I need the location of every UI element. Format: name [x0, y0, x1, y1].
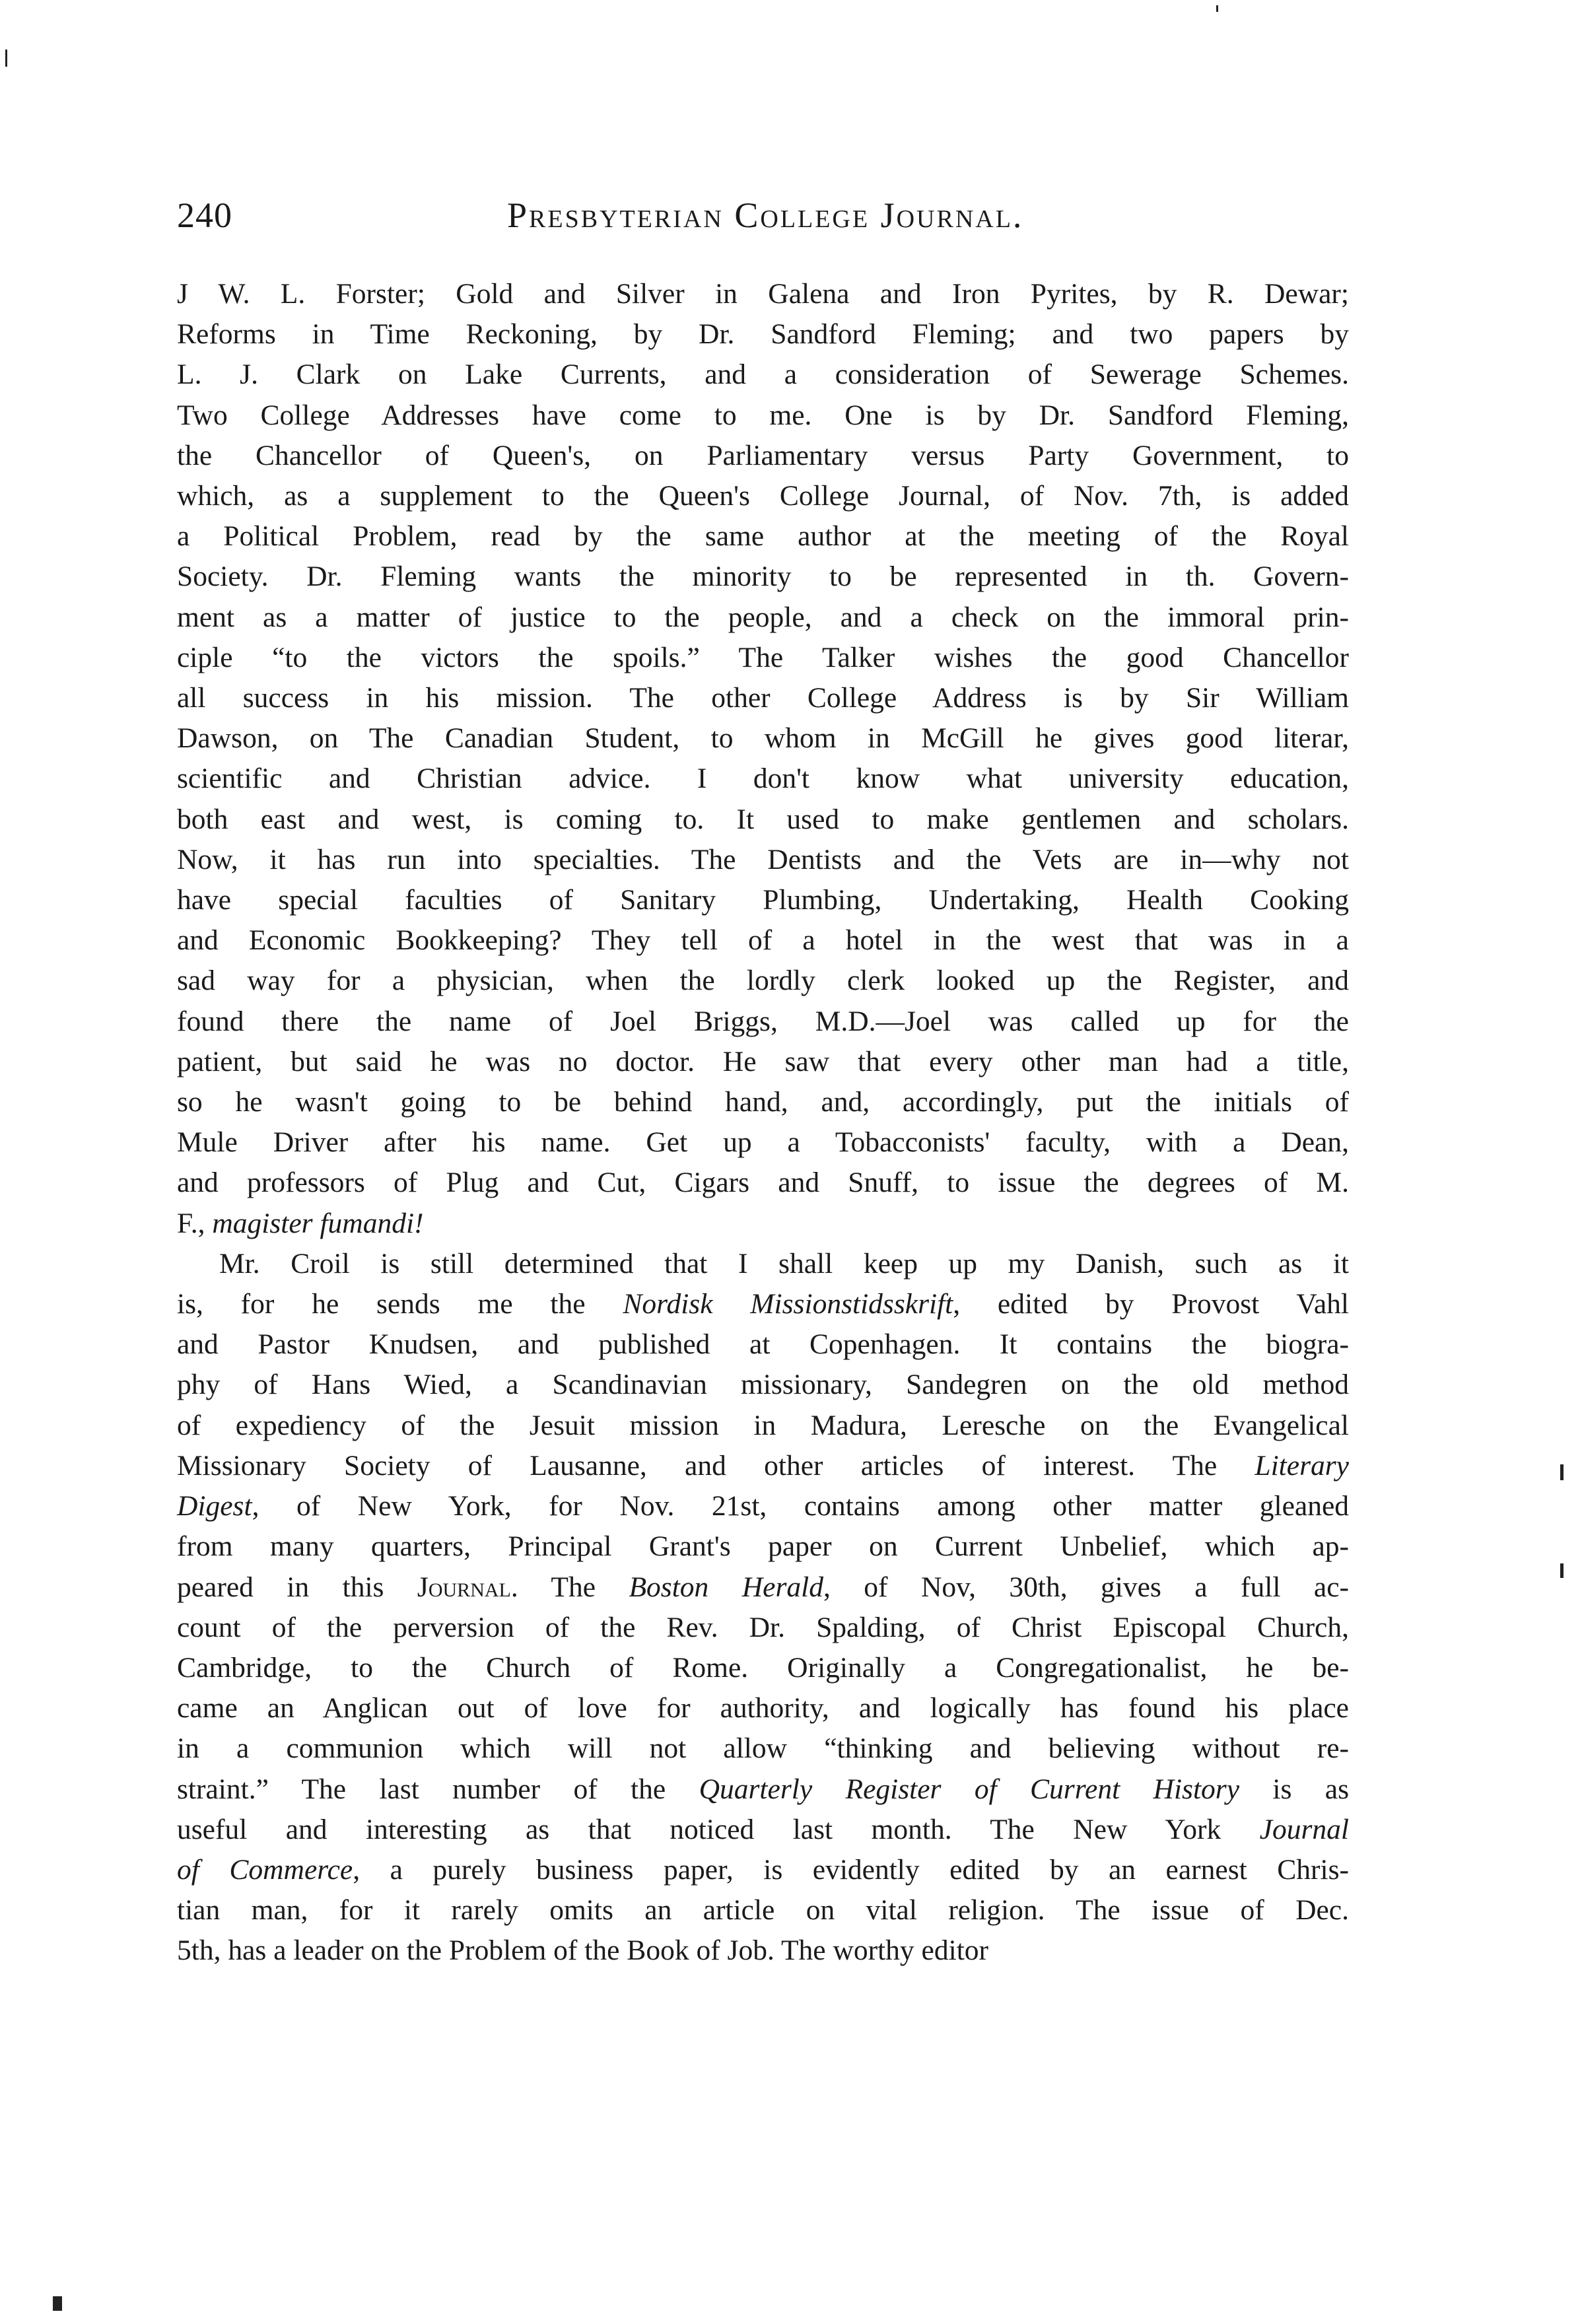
text-line — [177, 1406, 1349, 1446]
body-text — [177, 274, 1349, 1971]
text-run: phy of Hans Wied, a Scandinavian missionary, Sandegren on the old method — [177, 1369, 1349, 1401]
text-run: which, as a supplement to the Queen's College Journal, of Nov. 7th, is added — [177, 480, 1349, 512]
text-line — [177, 1526, 1349, 1567]
text-line — [177, 1042, 1349, 1082]
italic-text: magister fumandi! — [212, 1207, 424, 1239]
text-run: Missionary Society of Lausanne, and other articles of interest. The — [177, 1449, 1255, 1482]
scan-mark — [1560, 1563, 1564, 1578]
text-run: Dawson, on The Canadian Student, to whom in McGill he gives good literar, — [177, 722, 1349, 755]
text-line — [177, 598, 1349, 638]
text-line — [177, 678, 1349, 718]
italic-text: Quarterly Register of Current History — [699, 1773, 1240, 1805]
text-run: peared in this — [177, 1571, 417, 1603]
text-line — [177, 1931, 1349, 1971]
text-line — [177, 1365, 1349, 1405]
text-run: Now, it has run into specialties. The Dentists and the Vets are in—why not — [177, 843, 1349, 875]
text-run: and Economic Bookkeeping? They tell of a hotel in the west that was in a — [177, 924, 1349, 957]
running-head — [177, 195, 1346, 248]
text-line — [177, 1244, 1349, 1284]
text-run: straint.” The last number of the — [177, 1773, 699, 1805]
text-run: Mr. Croil is still determined that I shall keep up my Danish, such as it — [219, 1247, 1349, 1280]
text-run: . The — [510, 1571, 629, 1603]
small-caps-text: Journal — [417, 1571, 511, 1603]
text-line — [177, 516, 1349, 557]
text-run: have special faculties of Sanitary Plumbing, Undertaking, Health Cooking — [177, 884, 1349, 916]
text-run: found there the name of Joel Briggs, M.D.—Joel was called up for the — [177, 1005, 1349, 1037]
text-run: J W. L. Forster; Gold and Silver in Galena and Iron Pyrites, by R. Dewar; — [177, 278, 1349, 310]
journal-title: Presbyterian College Journal. — [507, 195, 1024, 235]
text-line — [177, 557, 1349, 597]
text-line — [177, 1204, 1349, 1244]
text-line — [177, 355, 1349, 395]
text-run: both east and west, is coming to. It used to make gentlemen and scholars. — [177, 803, 1349, 835]
text-line — [177, 1082, 1349, 1122]
text-run: is, for he sends me the — [177, 1288, 623, 1320]
text-run: from many quarters, Principal Grant's paper on Current Unbelief, which ap- — [177, 1530, 1349, 1563]
text-run: and professors of Plug and Cut, Cigars and Snuff, to issue the degrees of M. — [177, 1167, 1349, 1199]
italic-text: Boston Herald — [629, 1571, 823, 1603]
text-line — [177, 1567, 1349, 1608]
text-line — [177, 961, 1349, 1001]
text-run: , edited by Provost Vahl — [953, 1288, 1349, 1320]
text-line — [177, 476, 1349, 516]
text-run: count of the perversion of the Rev. Dr. Spalding, of Christ Episcopal Church, — [177, 1611, 1349, 1643]
text-line — [177, 1648, 1349, 1688]
text-line — [177, 920, 1349, 961]
text-line — [177, 1608, 1349, 1648]
text-line — [177, 840, 1349, 880]
text-line — [177, 395, 1349, 436]
text-run: all success in his mission. The other College Address is by Sir William — [177, 682, 1349, 714]
text-run: ciple “to the victors the spoils.” The Talker wishes the good Chancellor — [177, 641, 1349, 673]
text-line — [177, 800, 1349, 840]
text-run: Reforms in Time Reckoning, by Dr. Sandford Fleming; and two papers by — [177, 318, 1349, 351]
italic-text: Digest — [177, 1490, 252, 1522]
text-run: , a purely business paper, is evidently edited by an earnest Chris- — [353, 1853, 1349, 1886]
text-run: the Chancellor of Queen's, on Parliamentary versus Party Government, to — [177, 439, 1349, 471]
text-run: in a communion which will not allow “thinking and believing without re- — [177, 1732, 1349, 1765]
text-run: Cambridge, to the Church of Rome. Originally a Congregationalist, he be- — [177, 1651, 1349, 1684]
text-line — [177, 1002, 1349, 1042]
text-line — [177, 1769, 1349, 1810]
text-line — [177, 1486, 1349, 1526]
text-line — [177, 1850, 1349, 1890]
text-run: patient, but said he was no doctor. He saw that every other man had a title, — [177, 1045, 1349, 1077]
scan-mark — [53, 2296, 62, 2311]
text-run: and Pastor Knudsen, and published at Copenhagen. It contains the biogra- — [177, 1328, 1349, 1361]
text-line — [177, 638, 1349, 678]
text-run: Mule Driver after his name. Get up a Tobacconists' faculty, with a Dean, — [177, 1126, 1349, 1159]
scan-mark — [1216, 5, 1218, 12]
text-run: 5th, has a leader on the Problem of the Book of Job. The worthy editor — [177, 1934, 989, 1967]
text-run: of expediency of the Jesuit mission in Madura, Leresche on the Evangelical — [177, 1409, 1349, 1441]
text-line — [177, 759, 1349, 799]
text-run: Two College Addresses have come to me. One is by Dr. Sandford Fleming, — [177, 399, 1349, 431]
text-line — [177, 1446, 1349, 1486]
text-line — [177, 1324, 1349, 1365]
italic-text: Literary — [1255, 1449, 1349, 1482]
text-run: , of Nov, 30th, gives a full ac- — [823, 1571, 1349, 1603]
text-line — [177, 1890, 1349, 1931]
page-number: 240 — [177, 195, 232, 235]
text-line — [177, 274, 1349, 314]
text-line — [177, 1122, 1349, 1163]
text-line — [177, 1810, 1349, 1850]
text-line — [177, 1688, 1349, 1728]
text-line — [177, 1284, 1349, 1324]
text-run: L. J. Clark on Lake Currents, and a consideration of Sewerage Schemes. — [177, 359, 1349, 391]
text-line — [177, 880, 1349, 920]
text-run: useful and interesting as that noticed last month. The New York — [177, 1813, 1260, 1845]
italic-text: Journal — [1259, 1813, 1349, 1845]
text-run: Society. Dr. Fleming wants the minority to be represented in th. Govern- — [177, 561, 1349, 593]
text-run: ment as a matter of justice to the people, and a check on the immoral prin- — [177, 601, 1349, 633]
text-line — [177, 718, 1349, 759]
text-line — [177, 314, 1349, 355]
scan-mark — [1560, 1464, 1564, 1480]
text-run: a Political Problem, read by the same author at the meeting of the Royal — [177, 520, 1349, 553]
text-run: scientific and Christian advice. I don't know what university education, — [177, 763, 1349, 795]
text-line — [177, 1728, 1349, 1769]
text-run: is as — [1239, 1773, 1349, 1805]
scan-mark — [5, 50, 7, 67]
text-run: came an Anglican out of love for authority, and logically has found his place — [177, 1692, 1349, 1725]
text-run: tian man, for it rarely omits an article on vital religion. The issue of Dec. — [177, 1894, 1349, 1927]
italic-text: of Commerce — [177, 1853, 353, 1886]
text-run: so he wasn't going to be behind hand, and, accordingly, put the initials of — [177, 1086, 1349, 1118]
text-run: sad way for a physician, when the lordly clerk looked up the Register, and — [177, 965, 1349, 997]
text-run: F., — [177, 1207, 213, 1239]
text-run: , of New York, for Nov. 21st, contains among other matter gleaned — [252, 1490, 1349, 1522]
text-line — [177, 436, 1349, 476]
italic-text: Nordisk Missionstidsskrift — [623, 1288, 953, 1320]
text-line — [177, 1163, 1349, 1203]
